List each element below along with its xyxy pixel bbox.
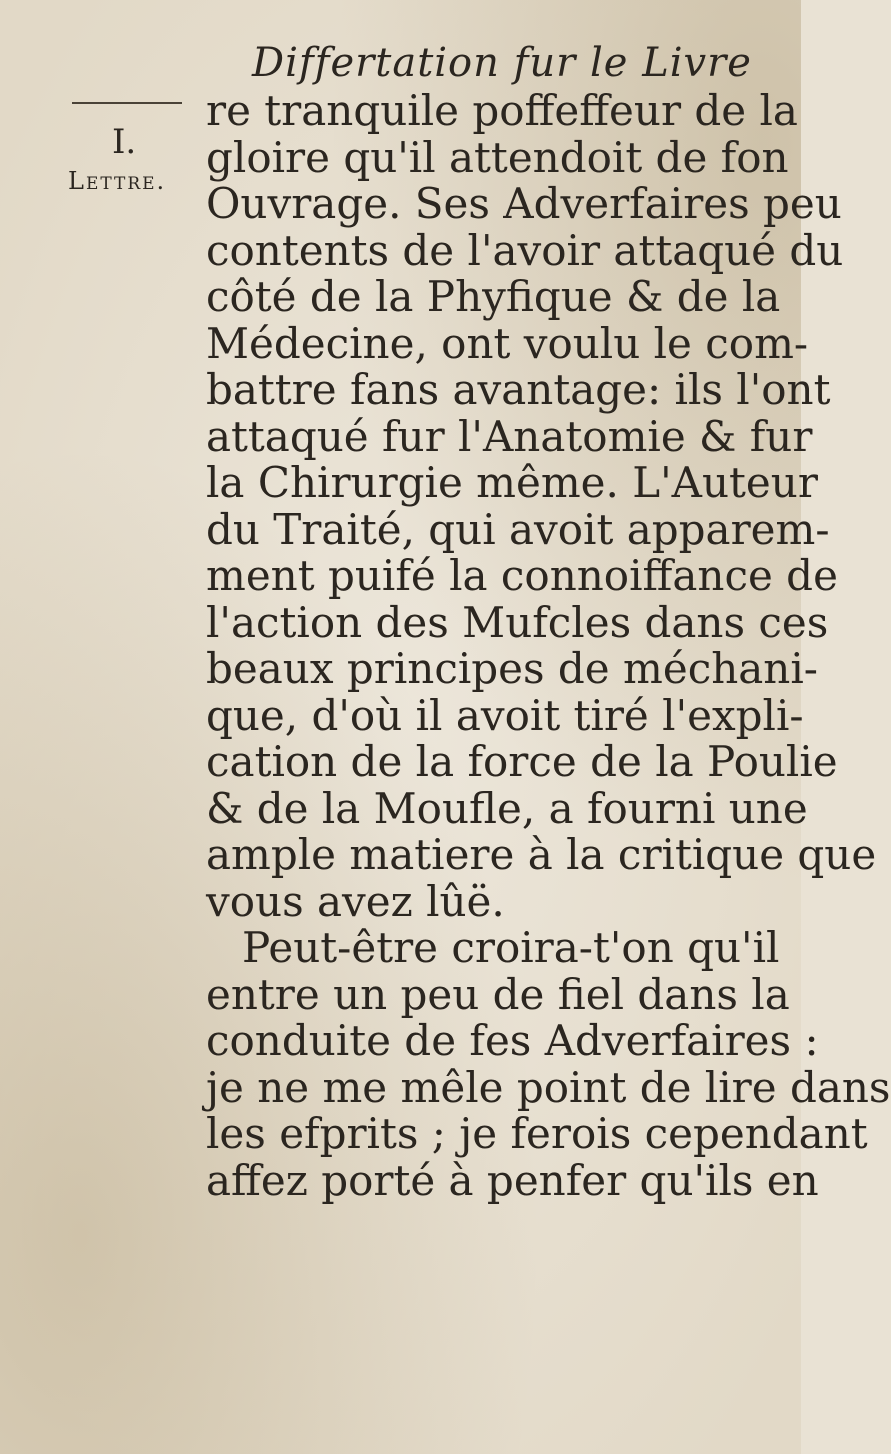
text-line: beaux principes de méchani- bbox=[206, 644, 818, 693]
text-line: Médecine, ont voulu le com- bbox=[206, 318, 809, 368]
text-line: je ne me mêle point de lire dans bbox=[206, 1062, 891, 1112]
text-line: vous avez lûë. bbox=[206, 876, 505, 926]
text-line: affez porté à penfer qu'ils en bbox=[206, 1155, 819, 1205]
text-line: conduite de fes Adverfaires : bbox=[206, 1016, 819, 1065]
text-line: re tranquile poffeffeur de la bbox=[206, 86, 798, 135]
margin-rule bbox=[72, 102, 182, 104]
text-line: côté de la Phyfique & de la bbox=[206, 272, 781, 321]
text-line: ample matiere à la critique que bbox=[206, 830, 877, 879]
running-title: Differtation fur le Livre bbox=[252, 40, 752, 86]
text-line: les efprits ; je ferois cependant bbox=[206, 1109, 868, 1158]
text-line: l'action des Mufcles dans ces bbox=[206, 597, 829, 647]
running-header bbox=[200, 40, 752, 86]
text-line: Peut-être croira-t'on qu'il bbox=[242, 923, 780, 972]
text-line: entre un peu de fiel dans la bbox=[206, 969, 790, 1019]
text-line: cation de la force de la Poulie bbox=[206, 737, 838, 786]
text-line: du Traité, qui avoit apparem- bbox=[206, 504, 830, 554]
body-text bbox=[206, 86, 891, 1205]
text-line: que, d'où il avoit tiré l'expli- bbox=[206, 690, 804, 740]
text-line: Ouvrage. Ses Adverfaires peu bbox=[206, 179, 842, 228]
text-line: ment puifé la connoiffance de bbox=[206, 551, 838, 600]
text-line: contents de l'avoir attaqué du bbox=[206, 225, 844, 275]
text-line: & de la Moufle, a fourni une bbox=[206, 783, 808, 833]
text-line: la Chirurgie même. L'Auteur bbox=[206, 458, 818, 507]
letter-number: I. bbox=[112, 122, 137, 162]
letter-label: Lettre. bbox=[68, 167, 167, 195]
text-line: attaqué fur l'Anatomie & fur bbox=[206, 411, 813, 461]
text-line: gloire qu'il attendoit de fon bbox=[206, 132, 789, 182]
text-line: battre fans avantage: ils l'ont bbox=[206, 365, 831, 414]
